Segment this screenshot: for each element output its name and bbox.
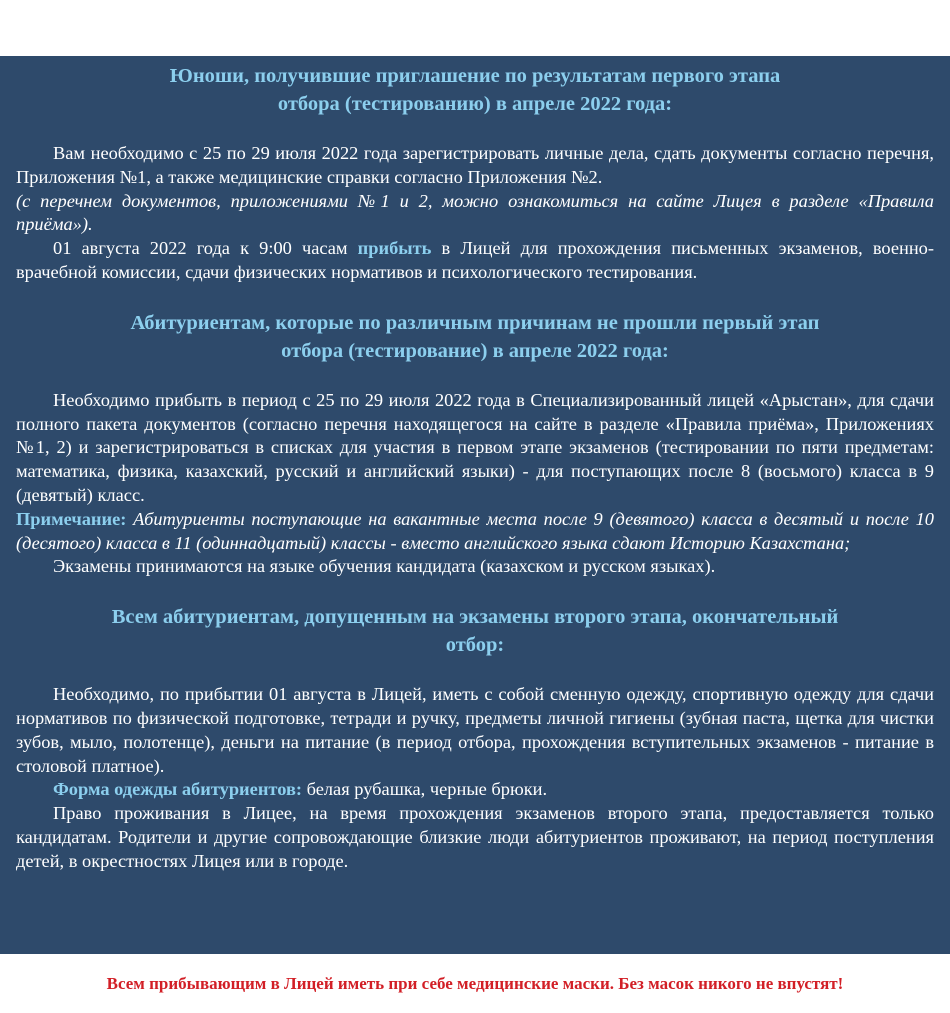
section2-note-text: Абитуриенты поступающие на вакантные места после 9 (девятого) класса в десятый и после 10 (десятого) класса в 11 (одиннадцатый) классы - вместо английского языка сдают Историю Казахстана;	[16, 508, 934, 553]
mask-warning-footer	[0, 954, 950, 1013]
section2-heading	[16, 309, 934, 365]
section1-heading	[16, 62, 934, 118]
section2-note-label: Примечание:	[16, 508, 127, 529]
section3-dress-code-label: Форма одежды абитуриентов:	[53, 779, 302, 800]
section2-paragraph-arrival: Необходимо прибыть в период с 25 по 29 июля 2022 года в Специализированный лицей «Арыстан», для сдачи полного пакета документов (согласно перечня находящегося на сайте в разделе «Правила приёма», Приложениях №1, 2) и зарегистрироваться в списках для участия в первом этапе экзаменов (тестировании по пяти предметам: математика, физика, казахский, русский и английский языки) - для поступающих после 8 (восьмого) класса в 9 (девятый) класс.	[16, 389, 934, 505]
top-spacer	[0, 0, 950, 56]
section1-arrival-before: 01 августа 2022 года к 9:00 часам	[53, 238, 358, 259]
mask-warning-text: Всем прибывающим в Лицей иметь при себе медицинские маски. Без масок никого не впустят!	[106, 973, 844, 993]
section1-documents-note-text: (с перечнем документов, приложениями №1 и 2, можно ознакомиться на сайте Лицея в разделе «Правила приёма»).	[16, 190, 934, 235]
section1-paragraph-registration: Вам необходимо с 25 по 29 июля 2022 года зарегистрировать личные дела, сдать документы согласно перечня, Приложения №1, а также медицинские справки согласно Приложения №2.	[16, 143, 934, 187]
section3-paragraph-accommodation: Право проживания в Лицее, на время прохождения экзаменов второго этапа, предоставляется только кандидатам. Родители и другие сопровождающие близкие люди абитуриентов проживают, на период поступления детей, в окрестностях Лицея или в городе.	[16, 803, 934, 871]
section2-heading-line2: отбора (тестирование) в апреле 2022 года:	[281, 339, 669, 362]
section3-paragraph-belongings: Необходимо, по прибытии 01 августа в Лицей, иметь с собой сменную одежду, спортивную одежду для сдачи нормативов по физической подготовке, тетради и ручку, предметы личной гигиены (зубная паста, щетка для чистки зубов, мыло, полотенце), деньги на питание (в период отбора, прохождения вступительных экзаменов - питание в столовой платное).	[16, 684, 934, 776]
section3-dress-code-text: белая рубашка, черные брюки.	[302, 779, 548, 800]
section3-heading-line2: отбор:	[445, 634, 505, 657]
section1-paragraph-documents-note	[16, 190, 934, 238]
section1-heading-line2: отбора (тестированию) в апреле 2022 года:	[277, 93, 673, 115]
admission-info-panel	[0, 56, 950, 954]
section3-heading	[16, 603, 934, 659]
section1-heading-line1: Юноши, получившие приглашение по результатам первого этапа	[169, 65, 781, 87]
section2-paragraph-note	[16, 508, 934, 556]
section2-heading-line1: Абитуриентам, которые по различным причинам не прошли первый этап	[130, 311, 820, 334]
section3-heading-line1: Всем абитуриентам, допущенным на экзамены второго этапа, окончательный	[111, 606, 839, 629]
section3-paragraph-dress-code	[16, 778, 934, 802]
section1-arrival-after: в Лицей для прохождения письменных экзаменов, военно-врачебной комиссии, сдачи физических нормативов и психологического тестирования.	[16, 238, 934, 282]
section2-paragraph-exam-language: Экзамены принимаются на языке обучения кандидата (казахском и русском языках).	[53, 556, 716, 577]
section1-arrival-accent: прибыть	[357, 238, 432, 259]
section1-paragraph-arrival	[16, 237, 934, 285]
